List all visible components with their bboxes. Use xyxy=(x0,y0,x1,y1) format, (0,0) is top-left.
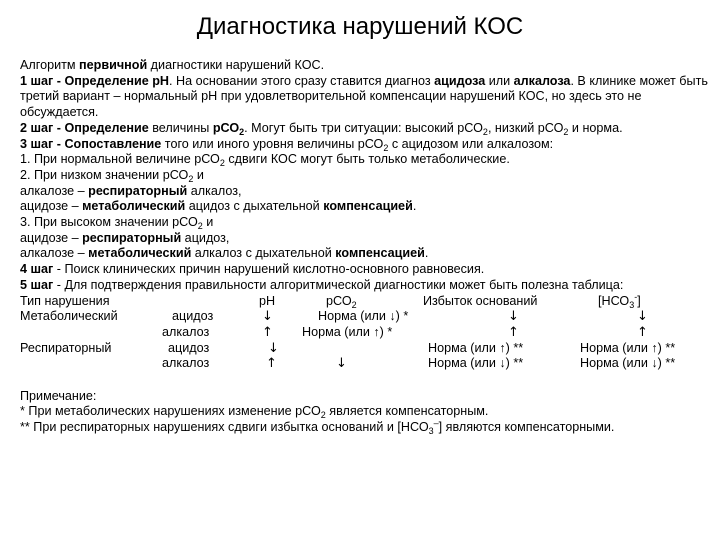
header-type: Тип нарушения xyxy=(20,293,110,308)
step-4: 4 шаг - Поиск клинических причин нарушений кислотно-основного равновесия. xyxy=(20,262,485,277)
case-high-pco2-heading: 3. При высоком значении рСО$_2$ и xyxy=(20,215,214,232)
cell-pco2: ↓ xyxy=(336,356,347,372)
note-2: ** При респираторных нарушениях сдвиги избытка оснований и $[НСО_3^-]$ являются компенсаторными. xyxy=(20,417,615,436)
cell-base-excess: Норма (или ↑) ** xyxy=(428,340,524,355)
intro-line: Алгоритм первичной диагностики нарушений КОС. xyxy=(20,58,325,72)
case-low-pco2-line-2: ацидозе – метаболический ацидоз с дыхательной компенсацией. xyxy=(20,199,417,214)
cell-type: Респираторный xyxy=(20,340,112,355)
diagnosis-table xyxy=(20,291,710,372)
table-row xyxy=(20,356,710,372)
cell-pco2: Норма (или ↓) * xyxy=(318,309,409,324)
cell-ph: ↑ xyxy=(266,356,277,372)
cell-subtype: алкалоз xyxy=(162,324,210,339)
step-1: 1 шаг - Определение рН. На основании этого сразу ставится диагноз ацидоза или алкалоза. В клинике может быть третий вариант – нормальный рН при удовлетворительной компенсации нарушений КОС, но здесь это не обсуждается. xyxy=(20,73,708,120)
header-base-excess: Избыток оснований xyxy=(423,293,538,308)
header-ph: рН xyxy=(259,293,276,308)
header-pco2: рСО$_2$ xyxy=(326,293,357,310)
table-row xyxy=(20,341,710,357)
document-body xyxy=(20,58,710,436)
step-5-label: 5 шаг xyxy=(20,277,54,292)
cell-pco2: Норма (или ↑) * xyxy=(302,324,393,339)
cell-type: Метаболический xyxy=(20,309,118,324)
slide-title: Диагностика нарушений КОС xyxy=(196,13,524,40)
cell-hco3: ↓ xyxy=(637,309,648,325)
cell-subtype: ацидоз xyxy=(172,309,214,324)
table-row xyxy=(20,309,710,325)
cell-base-excess: ↓ xyxy=(508,309,519,325)
note-1: * При метаболических нарушениях изменение рСО$_2$ является компенсаторным. xyxy=(20,404,489,421)
note-title: Примечание: xyxy=(20,388,97,403)
step-5: 5 шаг - Для подтверждения правильности алгоритмической диагностики может быть полезна таблица: xyxy=(20,277,624,292)
cell-base-excess: Норма (или ↓) ** xyxy=(428,356,524,371)
cell-ph: ↓ xyxy=(262,309,273,325)
case-low-pco2-line-1: алкалозе – респираторный алкалоз, xyxy=(20,183,242,198)
cell-base-excess: ↑ xyxy=(508,324,519,340)
cell-subtype: ацидоз xyxy=(168,340,210,355)
step-3: 3 шаг - Сопоставление того или иного уровня величины рСО$_2$ с ацидозом или алкалозом: xyxy=(20,136,554,153)
cell-hco3: ↑ xyxy=(637,324,648,340)
header-hco3: $[НСО_3^-]$ xyxy=(598,291,641,310)
step-1-label: 1 шаг - Определение рН xyxy=(20,73,170,88)
case-high-pco2-line-2: алкалозе – метаболический алкалоз с дыхательной компенсацией. xyxy=(20,246,429,261)
cell-ph: ↑ xyxy=(262,324,273,340)
step-2: 2 шаг - Определение величины рСО$_2$. Могут быть три ситуации: высокий рСО$_2$, низкий рСО$_2$ и норма. xyxy=(20,120,623,137)
case-low-pco2-heading: 2. При низком значении рСО$_2$ и xyxy=(20,167,204,184)
cell-subtype: алкалоз xyxy=(162,356,210,371)
step-2-label: 2 шаг - Определение xyxy=(20,120,149,135)
cell-hco3: Норма (или ↓) ** xyxy=(580,356,676,371)
step-4-label: 4 шаг xyxy=(20,262,54,277)
table-header-row xyxy=(20,291,710,310)
cell-hco3: Норма (или ↑) ** xyxy=(580,340,676,355)
cell-ph: ↓ xyxy=(268,340,279,356)
table-row xyxy=(20,325,710,341)
case-normal-pco2: 1. При нормальной величине рСО$_2$ сдвиги КОС могут быть только метаболические. xyxy=(20,152,510,169)
step-3-label: 3 шаг - Сопоставление xyxy=(20,136,162,151)
case-high-pco2-line-1: ацидозе – респираторный ацидоз, xyxy=(20,230,230,245)
